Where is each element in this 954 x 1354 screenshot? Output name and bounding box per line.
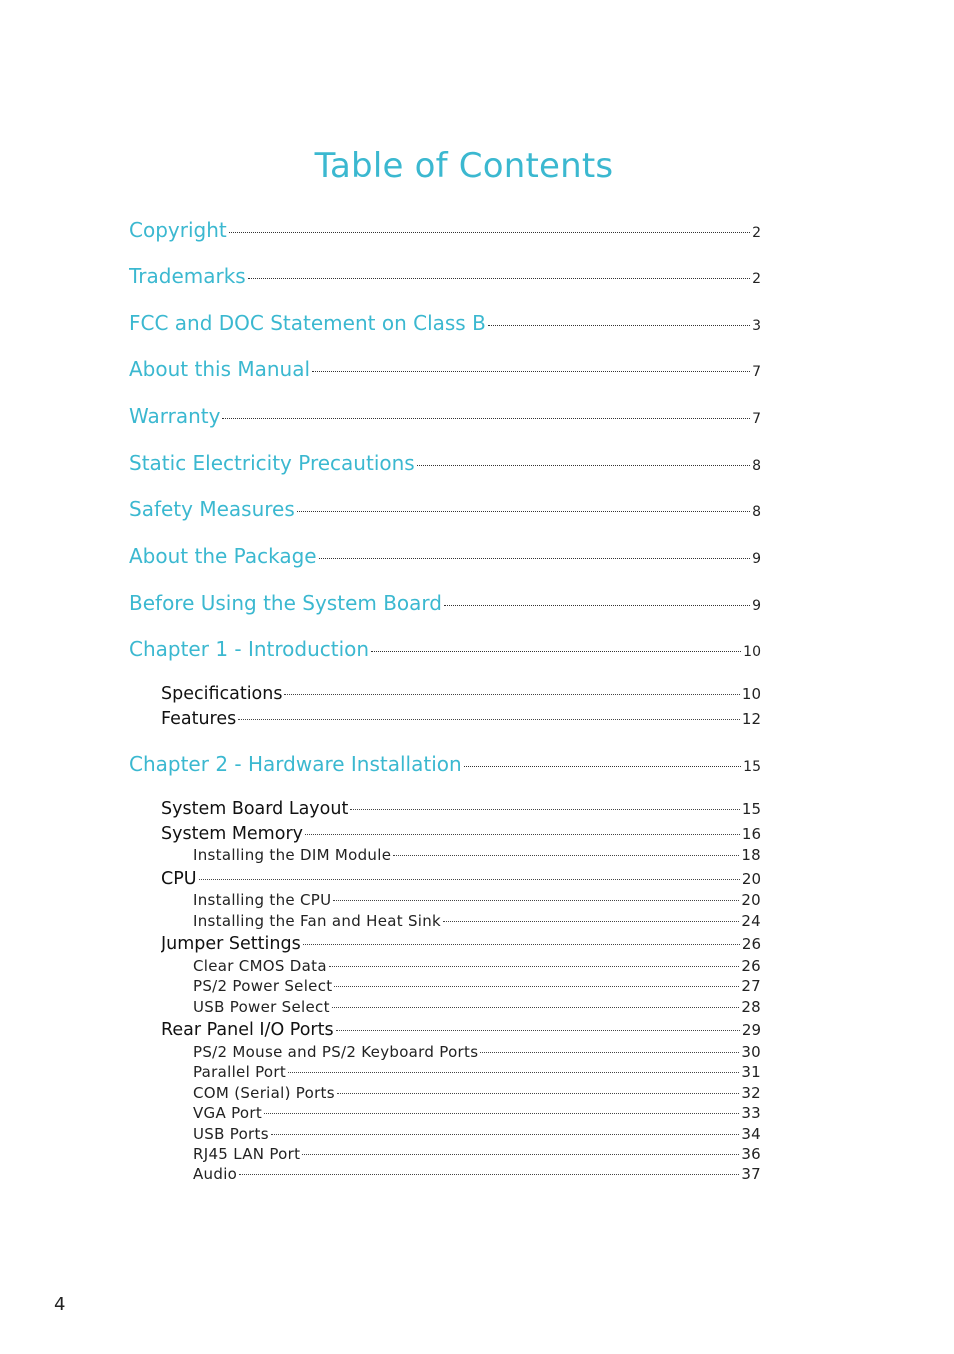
toc-page: 10 (743, 644, 761, 660)
toc-label: Warranty (129, 404, 221, 428)
toc-entry-installing-cpu[interactable] (193, 891, 761, 909)
toc-page: 9 (752, 598, 761, 614)
toc-entry-usb-ports[interactable] (193, 1125, 761, 1143)
toc-label: Chapter 2 - Hardware Installation (129, 752, 462, 776)
toc-page: 7 (752, 364, 761, 380)
toc-page: 36 (741, 1145, 761, 1163)
toc-page: 8 (752, 504, 761, 520)
toc-page: 26 (741, 957, 761, 975)
toc-label: CPU (161, 869, 197, 889)
toc-label: Clear CMOS Data (193, 957, 327, 975)
toc-entry-vga-port[interactable] (193, 1104, 761, 1122)
leader-dots (229, 232, 750, 233)
leader-dots (264, 1113, 739, 1114)
toc-page: 32 (741, 1084, 761, 1102)
toc-entry-clear-cmos[interactable] (193, 957, 761, 975)
toc-label: Jumper Settings (161, 934, 301, 954)
toc-page: 31 (741, 1063, 761, 1081)
leader-dots (297, 511, 750, 512)
toc-label: Trademarks (129, 264, 246, 288)
toc-label: PS/2 Power Select (193, 977, 333, 995)
toc-label: Features (161, 709, 237, 729)
toc-entry-ps2-ports[interactable] (193, 1043, 761, 1061)
toc-page: 2 (752, 271, 761, 287)
toc-label: Chapter 1 - Introduction (129, 637, 370, 661)
toc-label: System Memory (161, 824, 303, 844)
leader-dots (238, 719, 740, 720)
toc-label: About the Package (129, 544, 317, 568)
toc-label: Parallel Port (193, 1063, 287, 1081)
leader-dots (480, 1052, 739, 1053)
toc-entry-chapter-2[interactable] (129, 752, 761, 776)
toc-page: 12 (741, 710, 761, 728)
toc-entry-system-memory[interactable] (161, 824, 761, 844)
toc-entry-parallel-port[interactable] (193, 1063, 761, 1081)
toc-page: 27 (741, 977, 761, 995)
leader-dots (248, 278, 750, 279)
leader-dots (303, 944, 740, 945)
toc-entry-rear-panel[interactable] (161, 1020, 761, 1040)
toc-label: Before Using the System Board (129, 591, 442, 615)
toc-page: 34 (741, 1125, 761, 1143)
toc-entry-before-using[interactable] (129, 591, 761, 615)
toc-page: 24 (741, 912, 761, 930)
toc-entry-rj45-lan[interactable] (193, 1145, 761, 1163)
toc-entry-board-layout[interactable] (161, 799, 761, 819)
toc-entry-about-manual[interactable] (129, 357, 761, 381)
leader-dots (336, 1030, 740, 1031)
toc-page: 9 (752, 551, 761, 567)
toc-label: Safety Measures (129, 497, 295, 521)
toc-entry-fcc[interactable] (129, 311, 761, 335)
toc-label: Installing the Fan and Heat Sink (193, 912, 442, 930)
toc-label: Audio (193, 1165, 238, 1183)
leader-dots (312, 371, 750, 372)
toc-label: System Board Layout (161, 799, 349, 819)
leader-dots (329, 966, 739, 967)
leader-dots (319, 558, 751, 559)
toc-entry-package[interactable] (129, 544, 761, 568)
leader-dots (222, 418, 750, 419)
toc-entry-cpu[interactable] (161, 869, 761, 889)
leader-dots (288, 1072, 739, 1073)
toc-page: 7 (752, 411, 761, 427)
toc-page: 33 (741, 1104, 761, 1122)
toc-label: Installing the CPU (193, 891, 332, 909)
leader-dots (333, 900, 739, 901)
toc-page: 16 (741, 825, 761, 843)
toc-label: Specifications (161, 684, 283, 704)
leader-dots (393, 855, 739, 856)
leader-dots (417, 465, 750, 466)
toc-entry-chapter-1[interactable] (129, 637, 761, 661)
toc-label: Static Electricity Precautions (129, 451, 415, 475)
leader-dots (302, 1154, 739, 1155)
toc-label: About this Manual (129, 357, 311, 381)
toc-page: 15 (743, 759, 761, 775)
leader-dots (371, 651, 741, 652)
toc-entry-copyright[interactable] (129, 218, 761, 242)
toc-page: 3 (752, 318, 761, 334)
toc-page: 20 (741, 891, 761, 909)
leader-dots (488, 325, 750, 326)
toc-page: 10 (741, 685, 761, 703)
leader-dots (332, 1007, 740, 1008)
toc-entry-trademarks[interactable] (129, 264, 761, 288)
toc-label: Installing the DIM Module (193, 846, 392, 864)
toc-entry-specifications[interactable] (161, 684, 761, 704)
toc-entry-static[interactable] (129, 451, 761, 475)
leader-dots (350, 809, 740, 810)
toc-entry-features[interactable] (161, 709, 761, 729)
toc-label: Rear Panel I/O Ports (161, 1020, 334, 1040)
toc-page: 37 (741, 1165, 761, 1183)
toc-label: VGA Port (193, 1104, 263, 1122)
leader-dots (271, 1134, 740, 1135)
toc-entry-jumper-settings[interactable] (161, 934, 761, 954)
leader-dots (444, 605, 750, 606)
leader-dots (464, 766, 742, 767)
toc-label: COM (Serial) Ports (193, 1084, 335, 1102)
page-number: 4 (54, 1294, 66, 1315)
toc-page: 26 (741, 935, 761, 953)
leader-dots (199, 879, 740, 880)
toc-page: 15 (741, 800, 761, 818)
toc-entry-safety[interactable] (129, 497, 761, 521)
toc-page: 28 (741, 998, 761, 1016)
toc-page: 18 (741, 846, 761, 864)
leader-dots (305, 834, 740, 835)
leader-dots (337, 1093, 739, 1094)
toc-label: Copyright (129, 218, 227, 242)
leader-dots (334, 986, 739, 987)
toc-entry-dim-module[interactable] (193, 846, 761, 864)
toc-entry-fan-heatsink[interactable] (193, 912, 761, 930)
toc-label: USB Power Select (193, 998, 330, 1016)
toc-page: 8 (752, 458, 761, 474)
leader-dots (443, 921, 739, 922)
toc-label: USB Ports (193, 1125, 269, 1143)
toc-entry-com-ports[interactable] (193, 1084, 761, 1102)
toc-label: PS/2 Mouse and PS/2 Keyboard Ports (193, 1043, 479, 1061)
leader-dots (284, 694, 739, 695)
page-title: Table of Contents (314, 146, 614, 186)
leader-dots (239, 1174, 739, 1175)
toc-page: 29 (741, 1021, 761, 1039)
toc-entry-ps2-power[interactable] (193, 977, 761, 995)
toc-entry-audio[interactable] (193, 1165, 761, 1183)
toc-page: 20 (741, 870, 761, 888)
toc-entry-usb-power[interactable] (193, 998, 761, 1016)
toc-page: 2 (752, 225, 761, 241)
toc-label: RJ45 LAN Port (193, 1145, 301, 1163)
toc-page: 30 (741, 1043, 761, 1061)
toc-label: FCC and DOC Statement on Class B (129, 311, 486, 335)
toc-entry-warranty[interactable] (129, 404, 761, 428)
